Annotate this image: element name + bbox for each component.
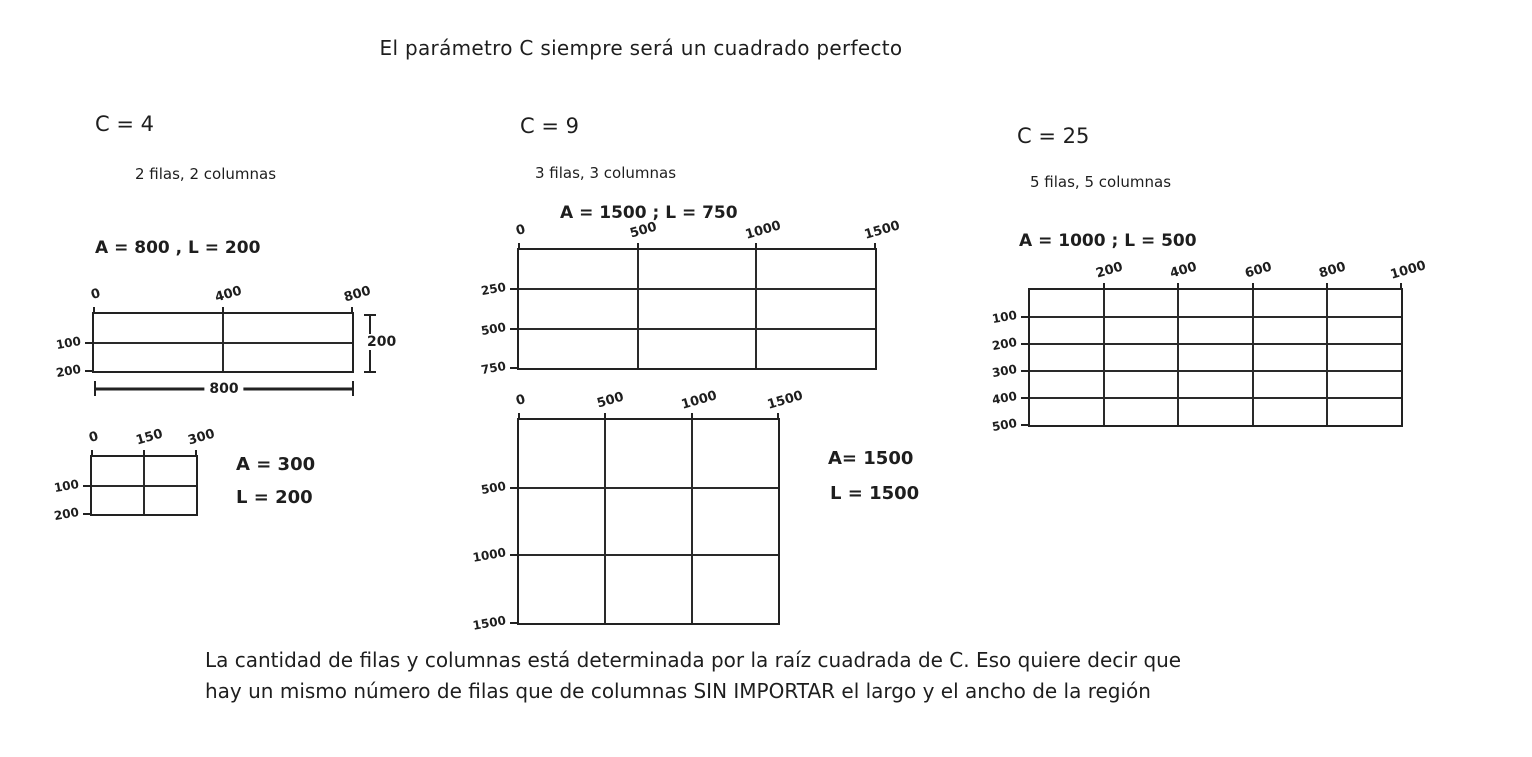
grid-line-horizontal bbox=[1030, 316, 1401, 318]
footer-line-1: La cantidad de filas y columnas está determinada por la raíz cuadrada de C. Eso quiere decir que bbox=[205, 648, 1182, 672]
y-tick-label: 100 bbox=[990, 307, 1019, 327]
grid-c4-large bbox=[54, 283, 373, 381]
grid-line-horizontal bbox=[1030, 370, 1401, 372]
y-tick-label: 750 bbox=[479, 358, 508, 378]
width-dimension-bracket bbox=[94, 381, 354, 396]
width-dimension-label: 800 bbox=[204, 381, 243, 397]
y-tick-mark bbox=[510, 367, 517, 369]
x-tick-label: 150 bbox=[134, 426, 165, 449]
y-tick-label: 300 bbox=[990, 361, 1019, 381]
panel-c4-grid-large-caption: A = 800 , L = 200 bbox=[95, 238, 261, 258]
x-tick-mark bbox=[222, 307, 224, 314]
x-tick-mark bbox=[1103, 283, 1105, 290]
grid-c25 bbox=[990, 258, 1428, 435]
grid-line-horizontal bbox=[519, 288, 875, 290]
x-tick-label: 0 bbox=[87, 429, 101, 446]
y-tick-label: 500 bbox=[990, 415, 1019, 435]
panel-c25-grid-caption: A = 1000 ; L = 500 bbox=[1019, 231, 1197, 251]
x-tick-label: 0 bbox=[514, 392, 528, 409]
grid-line-horizontal bbox=[519, 554, 778, 556]
grid-line-vertical bbox=[1177, 290, 1179, 425]
x-tick-mark bbox=[1326, 283, 1328, 290]
x-tick-mark bbox=[637, 243, 639, 250]
dimension-end bbox=[352, 381, 354, 396]
x-tick-mark bbox=[755, 243, 757, 250]
y-tick-label: 200 bbox=[52, 504, 81, 524]
grid-line-horizontal bbox=[92, 485, 196, 487]
x-tick-label: 1000 bbox=[1388, 258, 1428, 283]
grid-c4-small-note-a: A = 300 bbox=[236, 454, 316, 475]
y-tick-label: 1000 bbox=[471, 545, 507, 566]
x-tick-mark bbox=[518, 413, 520, 420]
grid-line-vertical bbox=[604, 420, 606, 623]
grid-c9-square-note-a: A= 1500 bbox=[828, 448, 914, 469]
grid-c4-small bbox=[52, 426, 217, 524]
grid-line-horizontal bbox=[519, 487, 778, 489]
panel-c9-subtitle: 3 filas, 3 columnas bbox=[535, 164, 677, 182]
panel-c4-heading: C = 4 bbox=[95, 112, 154, 136]
x-tick-mark bbox=[777, 413, 779, 420]
panel-c25-subtitle: 5 filas, 5 columnas bbox=[1030, 173, 1172, 191]
x-tick-label: 0 bbox=[514, 222, 528, 239]
y-tick-label: 500 bbox=[479, 478, 508, 497]
grid-line-vertical bbox=[755, 250, 757, 368]
x-tick-mark bbox=[351, 307, 353, 314]
x-tick-label: 400 bbox=[213, 283, 244, 306]
x-tick-mark bbox=[874, 243, 876, 250]
x-tick-label: 500 bbox=[595, 389, 626, 412]
y-tick-mark bbox=[85, 342, 92, 344]
dimension-cap bbox=[364, 371, 376, 373]
y-tick-label: 200 bbox=[990, 334, 1019, 354]
panel-c9-grid-wide-caption: A = 1500 ; L = 750 bbox=[560, 203, 738, 223]
x-tick-label: 0 bbox=[89, 286, 103, 303]
x-tick-label: 800 bbox=[342, 283, 373, 306]
grid-c9-wide bbox=[479, 218, 902, 378]
grid-c4-small-note-l: L = 200 bbox=[236, 487, 313, 508]
y-tick-label: 500 bbox=[479, 319, 508, 338]
x-tick-mark bbox=[1400, 283, 1402, 290]
x-tick-mark bbox=[93, 307, 95, 314]
x-tick-mark bbox=[1252, 283, 1254, 290]
x-tick-label: 400 bbox=[1168, 259, 1199, 282]
y-tick-label: 250 bbox=[479, 280, 508, 299]
y-tick-label: 100 bbox=[54, 333, 83, 352]
height-dimension-label: 200 bbox=[362, 334, 401, 350]
x-tick-mark bbox=[143, 450, 145, 457]
x-tick-mark bbox=[1177, 283, 1179, 290]
grid-line-vertical bbox=[691, 420, 693, 623]
y-tick-label: 200 bbox=[54, 361, 83, 381]
y-tick-mark bbox=[1021, 424, 1028, 426]
y-tick-mark bbox=[85, 370, 92, 372]
y-tick-mark bbox=[1021, 370, 1028, 372]
grid-line-horizontal bbox=[1030, 343, 1401, 345]
panel-c25-heading: C = 25 bbox=[1017, 124, 1090, 148]
y-tick-mark bbox=[510, 487, 517, 489]
grid-line-horizontal bbox=[519, 328, 875, 330]
grid-line-horizontal bbox=[1030, 397, 1401, 399]
y-tick-mark bbox=[1021, 397, 1028, 399]
y-tick-mark bbox=[1021, 316, 1028, 318]
x-tick-label: 500 bbox=[627, 219, 659, 242]
grid-line-vertical bbox=[637, 250, 639, 368]
page-title: El parámetro C siempre será un cuadrado perfecto bbox=[379, 36, 903, 60]
x-tick-label: 800 bbox=[1317, 259, 1348, 282]
grid-line-vertical bbox=[1326, 290, 1328, 425]
grid-line-horizontal bbox=[94, 342, 352, 344]
x-tick-label: 1000 bbox=[744, 218, 784, 243]
grid-c9-square-note-l: L = 1500 bbox=[830, 483, 920, 504]
y-tick-label: 1500 bbox=[471, 613, 507, 633]
y-tick-label: 100 bbox=[52, 476, 81, 495]
y-tick-mark bbox=[83, 513, 90, 515]
y-tick-mark bbox=[510, 554, 517, 556]
panel-c4-subtitle: 2 filas, 2 columnas bbox=[135, 165, 277, 183]
y-tick-mark bbox=[510, 622, 517, 624]
footer-line-2: hay un mismo número de filas que de columnas SIN IMPORTAR el largo y el ancho de la región bbox=[205, 679, 1151, 703]
y-tick-mark bbox=[83, 485, 90, 487]
y-tick-mark bbox=[1021, 343, 1028, 345]
x-tick-label: 300 bbox=[186, 426, 217, 449]
x-tick-label: 600 bbox=[1242, 259, 1274, 282]
x-tick-label: 200 bbox=[1094, 259, 1125, 282]
panel-c9-heading: C = 9 bbox=[520, 114, 579, 138]
x-tick-mark bbox=[195, 450, 197, 457]
y-tick-mark bbox=[510, 328, 517, 330]
y-tick-mark bbox=[510, 288, 517, 290]
x-tick-mark bbox=[91, 450, 93, 457]
grid-c9-square bbox=[471, 388, 805, 633]
x-tick-label: 1500 bbox=[862, 218, 902, 243]
x-tick-label: 1000 bbox=[679, 388, 719, 413]
x-tick-mark bbox=[518, 243, 520, 250]
x-tick-mark bbox=[604, 413, 606, 420]
y-tick-label: 400 bbox=[990, 388, 1019, 408]
grid-line-vertical bbox=[1252, 290, 1254, 425]
grid-line-vertical bbox=[1103, 290, 1105, 425]
x-tick-label: 1500 bbox=[765, 388, 805, 413]
x-tick-mark bbox=[691, 413, 693, 420]
